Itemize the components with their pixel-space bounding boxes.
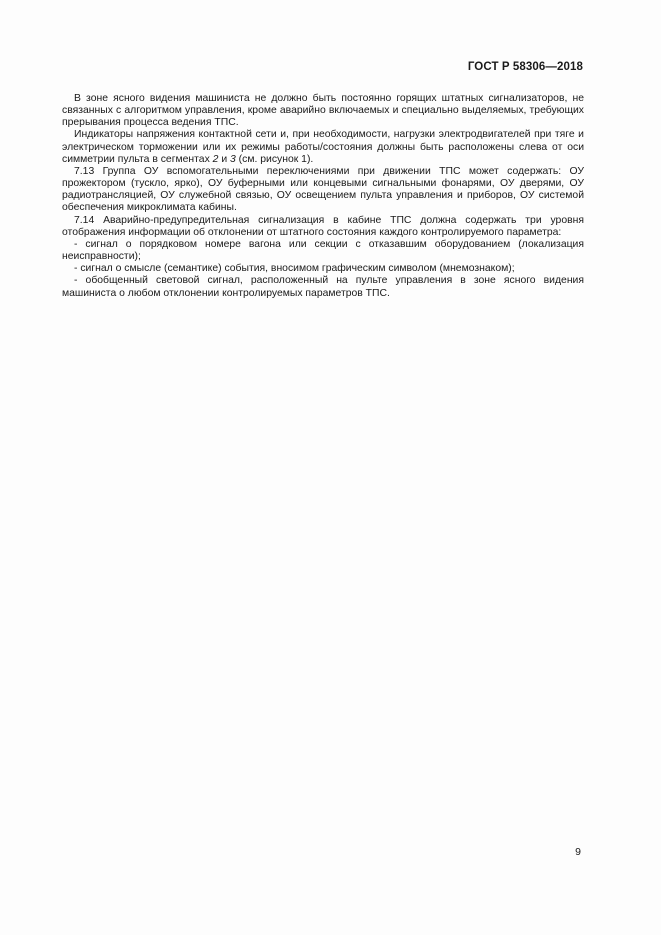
paragraph-voltage-indicators bbox=[62, 129, 584, 165]
list-item-car-number: - сигнал о порядковом номере вагона или секции с отказавшим оборудованием (локализация неисправности); bbox=[62, 238, 584, 263]
paragraph-7-14: 7.14 Аварийно-предупредительная сигнализация в кабине ТПС должна содержать три уровня отображения информации об отклонении от штатного состояния каждого контролируемого параметра: bbox=[62, 214, 584, 238]
paragraph-voltage-mid: и bbox=[218, 153, 231, 165]
paragraph-voltage-prefix: Индикаторы напряжения контактной сети и, при необходимости, нагрузки электродвигателей при тяге и электрическом торможении или их режимы работы/состояния должны быть расположены слева от оси симметрии пульта в сегментах bbox=[62, 129, 584, 165]
document-body bbox=[62, 93, 584, 300]
segment-number-2: 2 bbox=[212, 153, 219, 165]
paragraph-voltage-suffix: (см. рисунок 1). bbox=[235, 153, 314, 165]
page-number: 9 bbox=[575, 846, 581, 858]
paragraph-7-13: 7.13 Группа ОУ вспомогательными переключениями при движении ТПС может содержать: ОУ прожектором (тускло, ярко), ОУ буферными или концевыми сигнальными фонарями, ОУ дверями, ОУ радиотрансляцией, ОУ служебной связью, ОУ освещением пульта управления и приборов, ОУ системой обеспечения микроклимата кабины. bbox=[62, 165, 584, 214]
segment-number-3: 3 bbox=[230, 153, 236, 165]
list-item-general-signal: - обобщенный световой сигнал, расположенный на пульте управления в зоне ясного видения машиниста о любом отклонении контролируемых параметров ТПС. bbox=[62, 275, 584, 299]
standard-header: ГОСТ Р 58306—2018 bbox=[467, 61, 583, 73]
paragraph-signal-zone: В зоне ясного видения машиниста не должно быть постоянно горящих штатных сигнализаторов, не связанных с алгоритмом управления, кроме аварийно включаемых и специально выделяемых, требующих прерывания процесса ведения ТПС. bbox=[62, 93, 584, 129]
list-item-semantic-signal: - сигнал о смысле (семантике) события, вносимом графическим символом (мнемознаком); bbox=[74, 263, 515, 275]
